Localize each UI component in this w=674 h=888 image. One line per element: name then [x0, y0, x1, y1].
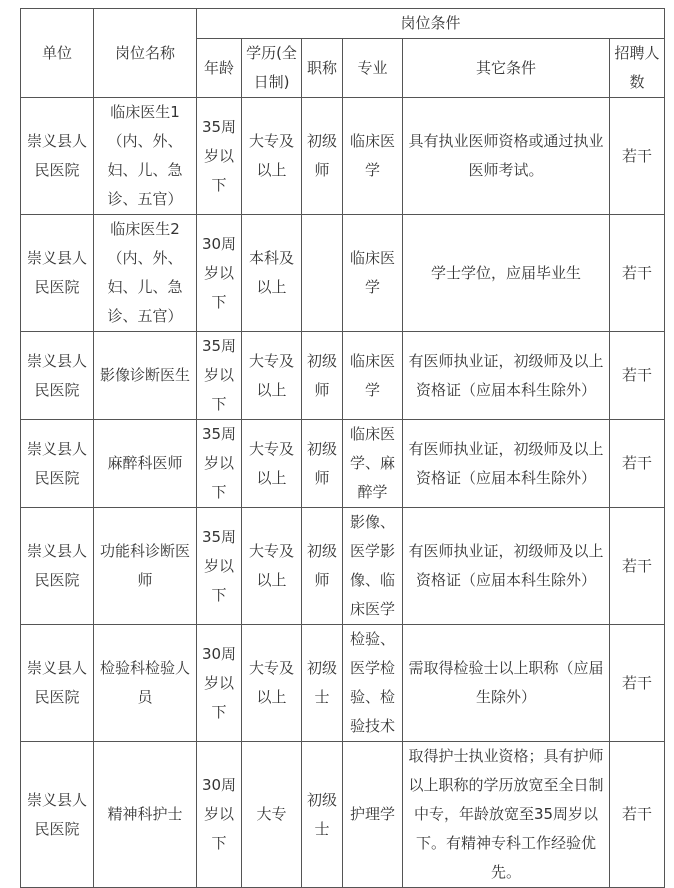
cell-unit: 崇义县人民医院: [21, 742, 94, 888]
cell-education: 本科及以上: [242, 215, 302, 332]
cell-title: 初级师: [302, 98, 343, 215]
cell-other: 有医师执业证，初级师及以上资格证（应届本科生除外）: [403, 420, 610, 508]
cell-major: 检验、医学检验、检验技术: [343, 625, 403, 742]
cell-count: 若干: [610, 508, 665, 625]
cell-unit: 崇义县人民医院: [21, 332, 94, 420]
cell-count: 若干: [610, 625, 665, 742]
cell-major: 临床医学、麻醉学: [343, 420, 403, 508]
cell-other: 学士学位，应届毕业生: [403, 215, 610, 332]
cell-count: 若干: [610, 742, 665, 888]
cell-other: 需取得检验士以上职称（应届生除外）: [403, 625, 610, 742]
cell-age: 30周岁以下: [197, 742, 242, 888]
cell-major: 影像、医学影像、临床医学: [343, 508, 403, 625]
cell-education: 大专及以上: [242, 508, 302, 625]
cell-age: 35周岁以下: [197, 508, 242, 625]
cell-position: 影像诊断医生: [94, 332, 197, 420]
header-title: 职称: [302, 39, 343, 98]
cell-position: 功能科诊断医师: [94, 508, 197, 625]
cell-age: 30周岁以下: [197, 625, 242, 742]
cell-position: 麻醉科医师: [94, 420, 197, 508]
header-recruit-count: 招聘人数: [610, 39, 665, 98]
cell-position: 临床医生2（内、外、妇、儿、急诊、五官）: [94, 215, 197, 332]
cell-title: 初级士: [302, 742, 343, 888]
header-position-name: 岗位名称: [94, 9, 197, 98]
recruitment-table-container: [20, 8, 664, 888]
cell-education: 大专及以上: [242, 98, 302, 215]
cell-count: 若干: [610, 98, 665, 215]
header-conditions: 岗位条件: [197, 9, 665, 39]
table-row: [21, 508, 665, 625]
cell-count: 若干: [610, 332, 665, 420]
header-age: 年龄: [197, 39, 242, 98]
cell-unit: 崇义县人民医院: [21, 625, 94, 742]
cell-major: 临床医学: [343, 332, 403, 420]
cell-unit: 崇义县人民医院: [21, 508, 94, 625]
cell-other: 有医师执业证，初级师及以上资格证（应届本科生除外）: [403, 332, 610, 420]
table-row: [21, 742, 665, 888]
cell-title: 初级师: [302, 420, 343, 508]
cell-major: 护理学: [343, 742, 403, 888]
header-education: 学历(全日制): [242, 39, 302, 98]
cell-title: 初级师: [302, 508, 343, 625]
cell-other: 有医师执业证，初级师及以上资格证（应届本科生除外）: [403, 508, 610, 625]
cell-age: 30周岁以下: [197, 215, 242, 332]
cell-age: 35周岁以下: [197, 332, 242, 420]
cell-education: 大专及以上: [242, 420, 302, 508]
cell-other: 取得护士执业资格；具有护师以上职称的学历放宽至全日制中专，年龄放宽至35周岁以下。有精神专科工作经验优先。: [403, 742, 610, 888]
cell-age: 35周岁以下: [197, 98, 242, 215]
recruitment-table: [20, 8, 665, 888]
cell-education: 大专及以上: [242, 332, 302, 420]
cell-title: 初级士: [302, 625, 343, 742]
table-row: [21, 215, 665, 332]
cell-unit: 崇义县人民医院: [21, 215, 94, 332]
header-major: 专业: [343, 39, 403, 98]
header-other: 其它条件: [403, 39, 610, 98]
cell-major: 临床医学: [343, 215, 403, 332]
table-row: [21, 625, 665, 742]
header-unit: 单位: [21, 9, 94, 98]
header-row-top: [21, 9, 665, 39]
cell-education: 大专: [242, 742, 302, 888]
cell-major: 临床医学: [343, 98, 403, 215]
cell-count: 若干: [610, 215, 665, 332]
cell-unit: 崇义县人民医院: [21, 98, 94, 215]
table-row: [21, 332, 665, 420]
cell-title: [302, 215, 343, 332]
cell-position: 检验科检验人员: [94, 625, 197, 742]
cell-other: 具有执业医师资格或通过执业医师考试。: [403, 98, 610, 215]
cell-education: 大专及以上: [242, 625, 302, 742]
table-row: [21, 98, 665, 215]
cell-count: 若干: [610, 420, 665, 508]
cell-position: 临床医生1（内、外、妇、儿、急诊、五官）: [94, 98, 197, 215]
cell-age: 35周岁以下: [197, 420, 242, 508]
table-row: [21, 420, 665, 508]
cell-position: 精神科护士: [94, 742, 197, 888]
cell-unit: 崇义县人民医院: [21, 420, 94, 508]
cell-title: 初级师: [302, 332, 343, 420]
